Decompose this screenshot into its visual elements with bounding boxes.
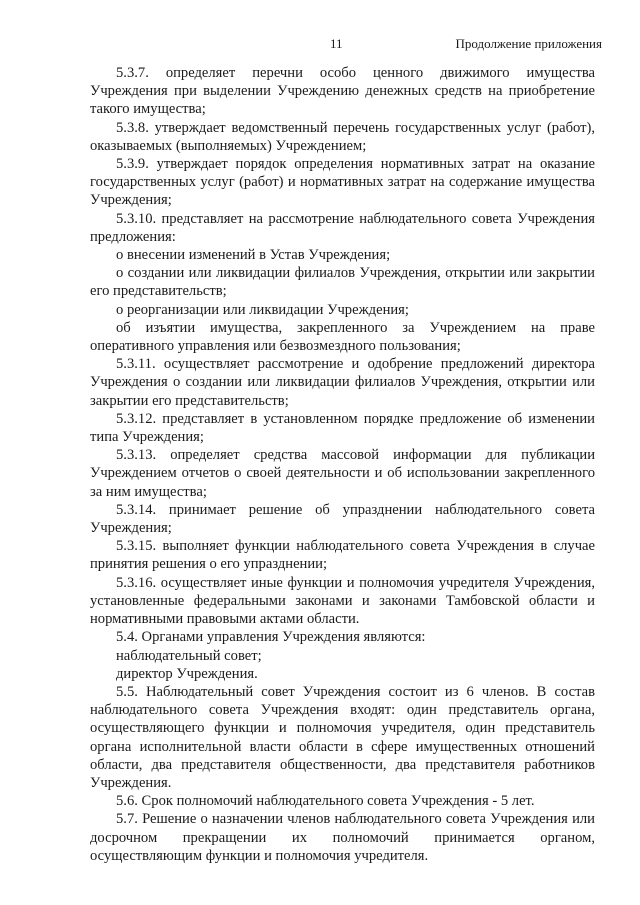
paragraph-5-3-14: 5.3.14. принимает решение об упразднении наблюдательного совета Учреждения;	[90, 501, 595, 537]
list-item-reorganization: о реорганизации или ликвидации Учреждения;	[116, 301, 409, 318]
document-body	[90, 64, 595, 865]
list-item-director: директор Учреждения.	[116, 665, 258, 682]
appendix-continuation-note: Продолжение приложения	[455, 36, 602, 51]
list-item-charter-amendments: о внесении изменений в Устав Учреждения;	[116, 247, 391, 264]
list-item-property-seizure: об изъятии имущества, закрепленного за Учреждением на праве оперативного управления или безвозмездного пользования;	[90, 319, 595, 355]
list-item-branches: о создании или ликвидации филиалов Учреждения, открытии или закрытии его представительств;	[90, 265, 595, 300]
paragraph-5-3-12: 5.3.12. представляет в установленном порядке предложение об изменении типа Учреждения;	[90, 410, 595, 446]
paragraph-5-3-7: 5.3.7. определяет перечни особо ценного движимого имущества Учреждения при выделении Учреждению денежных средств на приобретение такого имущества;	[90, 65, 595, 118]
paragraph-5-5: 5.5. Наблюдательный совет Учреждения состоит из 6 членов. В состав наблюдательного совета Учреждения входят: один представитель органа, осуществляющего функции и полномочия учредителя, один представитель органа исполнительной власти области в сфере имущественных отношений области, два представителя общественности, два представителя работников Учреждения.	[90, 683, 595, 791]
paragraph-5-3-9: 5.3.9. утверждает порядок определения нормативных затрат на оказание государственных услуг (работ) и нормативных затрат на содержание имущества Учреждения;	[90, 156, 595, 209]
paragraph-5-7: 5.7. Решение о назначении членов наблюдательного совета Учреждения или досрочном прекращении их полномочий принимается органом, осуществляющим функции и полномочия учредителя.	[90, 811, 595, 864]
paragraph-5-6: 5.6. Срок полномочий наблюдательного совета Учреждения - 5 лет.	[116, 793, 535, 810]
list-item-supervisory-board: наблюдательный совет;	[116, 647, 262, 664]
paragraph-5-3-11: 5.3.11. осуществляет рассмотрение и одобрение предложений директора Учреждения о создании или ликвидации филиалов Учреждения, открытии или закрытии его представительств;	[90, 356, 595, 409]
paragraph-5-3-8: 5.3.8. утверждает ведомственный перечень государственных услуг (работ), оказываемых (выполняемых) Учреждением;	[90, 119, 595, 154]
paragraph-5-3-13: 5.3.13. определяет средства массовой информации для публикации Учреждением отчетов о своей деятельности и об использовании закрепленного за ним имущества;	[90, 447, 595, 500]
paragraph-5-3-10: 5.3.10. представляет на рассмотрение наблюдательного совета Учреждения предложения:	[90, 210, 595, 245]
page-number: 11	[330, 36, 343, 51]
paragraph-5-3-16: 5.3.16. осуществляет иные функции и полномочия учредителя Учреждения, установленные федеральными законами и законами Тамбовской области и нормативными правовыми актами области.	[90, 574, 595, 628]
paragraph-5-3-15: 5.3.15. выполняет функции наблюдательного совета Учреждения в случае принятия решения о его упразднении;	[90, 538, 595, 573]
paragraph-5-4: 5.4. Органами управления Учреждения являются:	[116, 629, 426, 646]
